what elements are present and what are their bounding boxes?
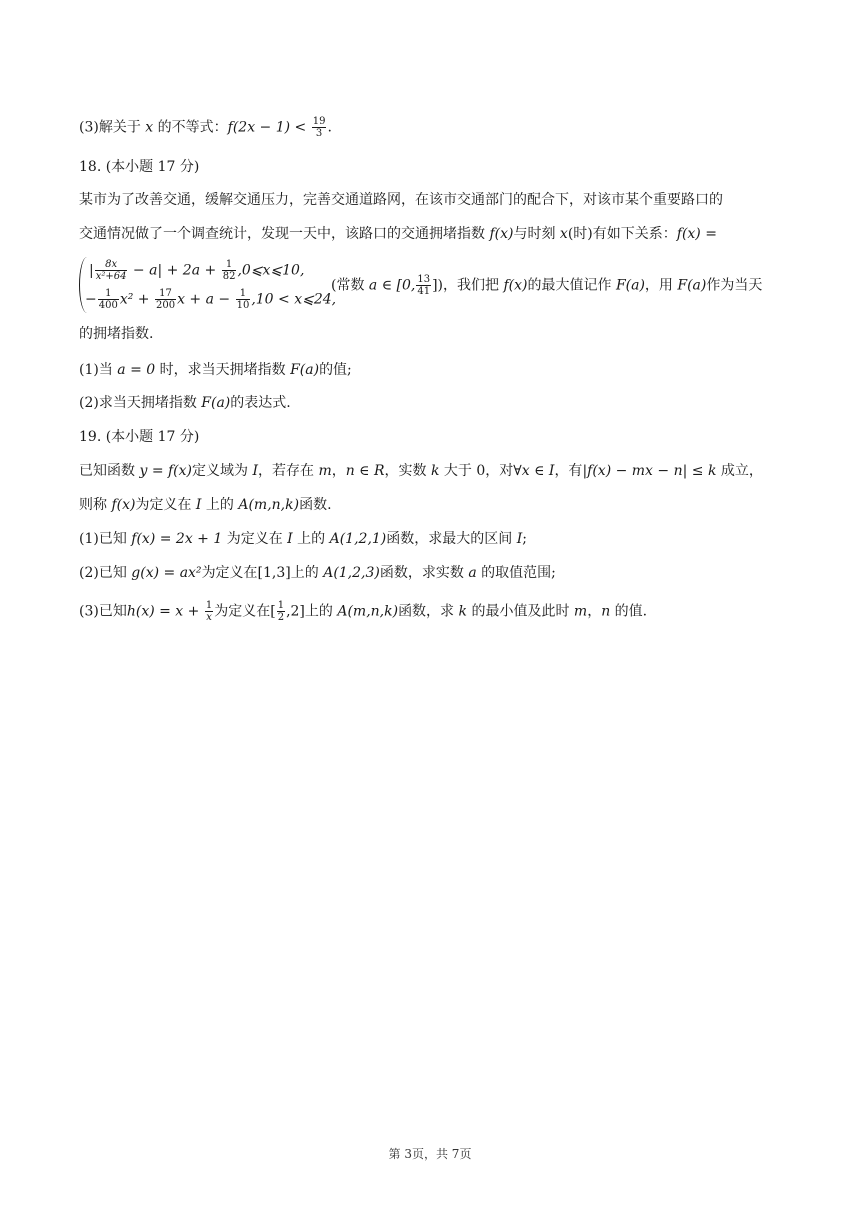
q17-part3	[79, 116, 332, 139]
q19-part3: (3)已知h(x) = x + $\frac{1}{x}$ 为定义在[ $\frac{1}{2}$ ,2]上的 A(m,n,k)函数，求 k 的最小值及此时 m，n 的值.	[79, 600, 648, 623]
q19-line1: 已知函数 y = f(x)定义域为 I，若存在 m，n ∈ R，实数 k 大于 0，对∀x ∈ I，有|f(x) − mx − n| ≤ k 成立，	[79, 463, 763, 479]
text: .	[327, 119, 332, 136]
q18-line1: 某市为了改善交通，缓解交通压力，完善交通道路网，在该市交通部门的配合下，对该市某个重要路口的	[79, 192, 723, 208]
q18-line4: 的拥堵指数.	[79, 326, 154, 342]
q18-part2: (2)求当天拥堵指数 F(a)的表达式.	[79, 395, 291, 411]
math: x	[145, 119, 154, 136]
q19-part2: (2)已知 g(x) = ax²为定义在[1,3]上的 A(1,2,3)函数，求实数 a 的取值范围;	[79, 565, 556, 581]
fraction: $\frac{19}{3}$	[312, 116, 326, 139]
q18-condition: (常数 a ∈ [0, $\frac{13}{41}$ ])，我们把 f(x)的最大值记作 F(a)，用 F(a)作为当天	[331, 274, 763, 297]
q19-header: 19. (本小题 17 分)	[79, 429, 200, 445]
text: 的不等式：	[153, 119, 228, 136]
text: (3)解关于	[79, 119, 146, 136]
math: f(2x − 1) <	[227, 119, 311, 136]
q18-case2: − $\frac{1}{400}$ x² + $\frac{17}{200}$ x + a − $\frac{1}{10}$ ,10 < x⩽24,	[85, 288, 337, 311]
q19-line2: 则称 f(x)为定义在 I 上的 A(m,n,k)函数.	[79, 497, 332, 513]
q18-part1: (1)当 a = 0 时，求当天拥堵指数 F(a)的值;	[79, 362, 352, 378]
q18-header: 18. (本小题 17 分)	[79, 159, 200, 175]
page-footer: 第 3页，共 7页	[388, 1147, 472, 1161]
q19-part1: (1)已知 f(x) = 2x + 1 为定义在 I 上的 A(1,2,1)函数，求最大的区间 I;	[79, 531, 527, 547]
q18-line2: 交通情况做了一个调查统计，发现一天中，该路口的交通拥堵指数 f(x)与时刻 x(时)有如下关系：f(x) =	[79, 226, 717, 242]
q18-case1: | $\frac{8x}{\text{x²+64}}$ − a| + 2a + $\frac{1}{82}$ ,0⩽x⩽10,	[89, 259, 305, 282]
